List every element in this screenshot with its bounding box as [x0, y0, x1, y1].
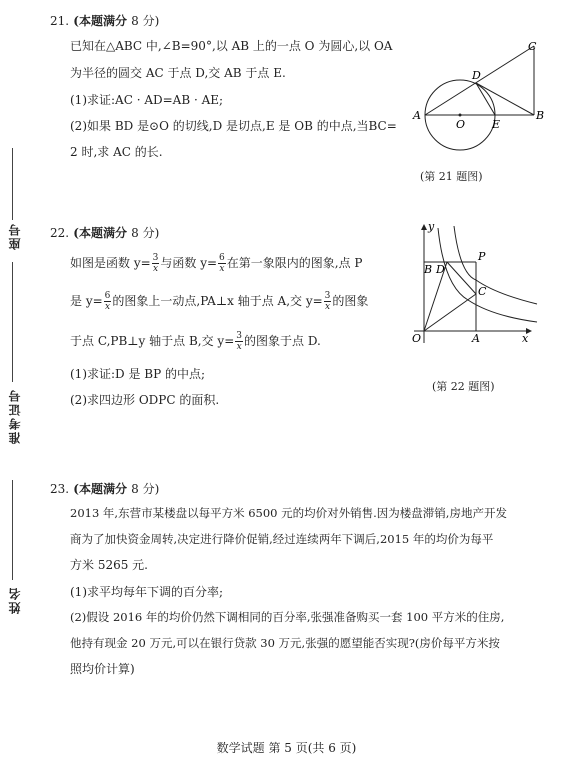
q22-line3-a: 于点 C,PB⊥y 轴于点 B,交 y=	[70, 334, 235, 348]
frac-numerator: 6	[104, 291, 111, 301]
q23-line2: 商为了加快资金周转,决定进行降价促销,经过连续两年下调后,2015 年的均价为每平	[70, 532, 494, 546]
q23-line6: 他持有现金 20 万元,可以在银行贷款 30 万元,张强的愿望能否实现?(房价每平方米按	[70, 636, 500, 650]
q22-score: 8 分)	[131, 226, 160, 240]
q22-label-d: D	[436, 263, 445, 276]
q22-y-arrow	[421, 224, 427, 230]
frac-denominator: x	[104, 302, 111, 312]
q21-header-text: (本题满分	[73, 14, 127, 28]
q23-number: 23.	[50, 482, 70, 496]
q21-label-d: D	[472, 69, 481, 82]
q23-line3: 方米 5265 元.	[70, 558, 148, 572]
q21-line4: (2)如果 BD 是⊙O 的切线,D 是切点,E 是 OB 的中点,当BC=	[70, 119, 397, 133]
q21-score: 8 分)	[131, 14, 160, 28]
frac-denominator: x	[324, 302, 331, 312]
seat-label: 座号	[8, 222, 22, 250]
name-line	[12, 480, 13, 580]
q22-label-c: C	[478, 285, 487, 298]
q21-header	[50, 12, 159, 29]
q21-line5: 2 时,求 AC 的长.	[70, 145, 163, 159]
page-footer: 数学试题 第 5 页(共 6 页)	[216, 741, 357, 755]
q23-score: 8 分)	[131, 482, 160, 496]
q23-header	[50, 480, 159, 497]
q22-label-x: x	[522, 332, 529, 345]
q22-segment-oc	[424, 294, 476, 331]
q22-line4: (1)求证:D 是 BP 的中点;	[70, 367, 206, 381]
q22-line5: (2)求四边形 ODPC 的面积.	[70, 393, 220, 407]
q22-caption: (第 22 题图)	[432, 380, 495, 393]
q22-line3-b: 的图象于点 D.	[244, 334, 321, 348]
name-label: 姓名	[8, 586, 22, 614]
q21-number: 21.	[50, 14, 70, 28]
q21-label-c: C	[528, 40, 537, 53]
frac-denominator: x	[219, 264, 225, 274]
q21-caption: (第 21 题图)	[420, 170, 483, 183]
frac-numerator: 6	[219, 253, 225, 263]
exam-id-line	[12, 262, 13, 382]
q22-line1-a: 如图是函数 y=	[70, 256, 151, 270]
q22-label-b: B	[424, 263, 433, 276]
q22-frac-3-b	[324, 291, 332, 312]
q23-header-text: (本题满分	[73, 482, 127, 496]
q22-curve-3-over-x	[438, 228, 537, 322]
q23-line1: 2013 年,东营市某楼盘以每平方米 6500 元的均价对外销售.因为楼盘滞销,房地产开发	[70, 506, 507, 520]
q22-line1	[70, 253, 363, 274]
q22-label-y: y	[428, 220, 435, 233]
q21-label-b: B	[536, 109, 545, 122]
q22-label-p: P	[478, 250, 486, 263]
q21-label-o: O	[456, 118, 466, 131]
q22-frac-6-a	[218, 253, 226, 274]
q22-line2-b: 的图象上一动点,PA⊥x 轴于点 A,交 y=	[112, 294, 323, 308]
q22-frac-3-a	[152, 253, 160, 274]
q21-line3: (1)求证:AC · AD=AB · AE;	[70, 93, 224, 107]
frac-denominator: x	[236, 342, 242, 352]
q21-label-e: E	[492, 118, 501, 131]
q21-segment-bd	[476, 83, 534, 115]
q22-figure	[402, 218, 540, 348]
q23-line5: (2)假设 2016 年的均价仍然下调相同的百分率,张强准备购买一套 100 平方米的住房,	[70, 610, 505, 624]
q22-line2-a: 是 y=	[70, 294, 103, 308]
q22-curve-6-over-x	[454, 226, 537, 304]
q21-center-dot	[459, 114, 462, 117]
frac-numerator: 3	[324, 291, 331, 301]
q22-line1-b: 与函数 y=	[160, 256, 218, 270]
q22-label-a: A	[472, 332, 480, 345]
q22-header	[50, 224, 159, 241]
seat-line	[12, 148, 13, 220]
exam-id-label: 准考证号	[8, 388, 22, 444]
q22-label-o: O	[412, 332, 422, 345]
q22-line2-c: 的图象	[332, 294, 369, 308]
frac-numerator: 3	[236, 331, 242, 341]
q21-line2: 为半径的圆交 AC 于点 D,交 AB 于点 E.	[70, 66, 286, 80]
q22-line1-c: 在第一象限内的图象,点 P	[226, 256, 363, 270]
q21-label-a: A	[413, 109, 421, 122]
frac-denominator: x	[152, 264, 159, 274]
q22-header-text: (本题满分	[73, 226, 127, 240]
frac-numerator: 3	[152, 253, 159, 263]
q22-frac-6-b	[104, 291, 112, 312]
q23-line4: (1)求平均每年下调的百分率;	[70, 585, 224, 599]
q21-figure	[410, 38, 560, 158]
q21-line1: 已知在△ABC 中,∠B=90°,以 AB 上的一点 O 为圆心,以 OA	[70, 39, 393, 53]
q23-line7: 照均价计算)	[70, 662, 135, 676]
q22-frac-3-c	[235, 331, 243, 352]
q22-line2	[70, 291, 368, 312]
q22-line3	[70, 331, 321, 352]
q22-number: 22.	[50, 226, 70, 240]
